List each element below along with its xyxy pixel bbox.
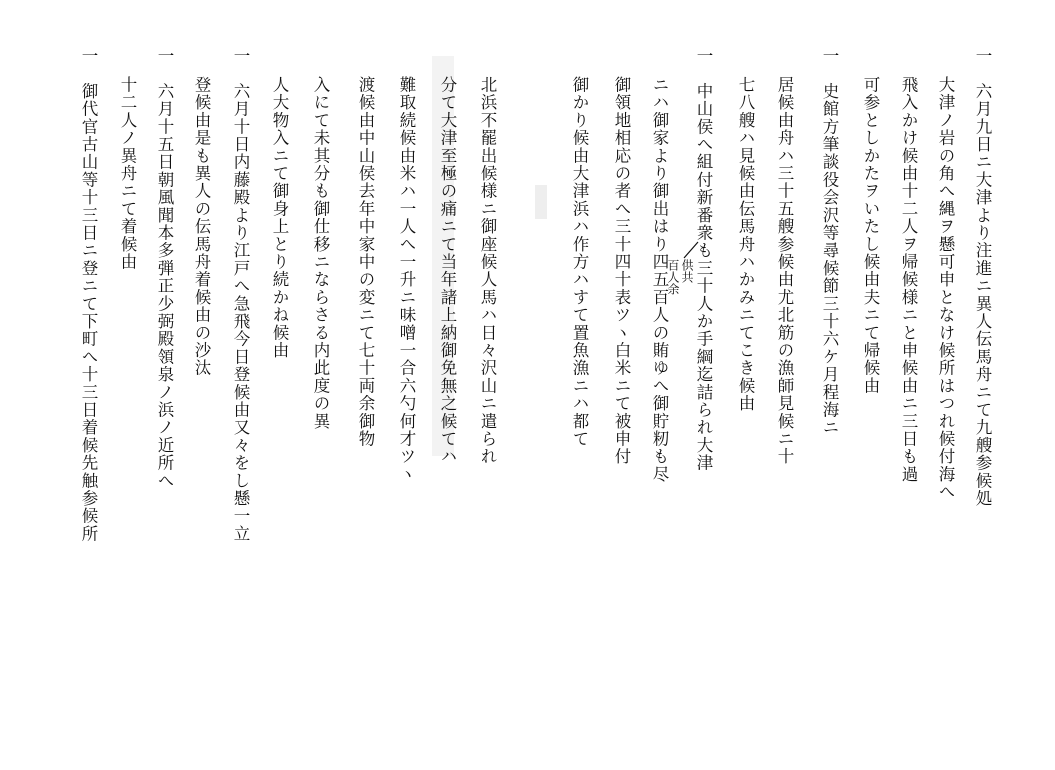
text-column: 北浜不罷出候様ニ御座候人馬ハ日々沢山ニ遣られ: [478, 76, 497, 466]
text-column: 人大物入ニて御身上とり続かね候由: [270, 76, 289, 360]
text-column: 七八艘ハ見候由伝馬舟ハかみニてこき候由: [736, 76, 755, 413]
text-column: 飛入かけ候由十二人ヲ帰候様ニと申候由ニ三日も過: [899, 76, 918, 484]
interlinear-note: 百人余: [666, 259, 680, 295]
text-column: 大津ノ岩の角へ縄ヲ懸可申となけ候所はつれ候付海へ: [936, 76, 955, 501]
text-column: 一 六月十五日朝風聞本多弾正少弼殿領泉ノ浜ノ近所へ: [155, 47, 174, 490]
text-column: 居候由舟ハ三十五艘参候由尤北筋の漁師見候ニ十: [775, 76, 794, 466]
text-column: 御かり候由大津浜ハ作方ハすて置魚漁ニハ都て: [570, 76, 589, 448]
text-column: ニハ御家より御出はり四五百人の賄ゆへ御貯籾も尽: [650, 76, 669, 484]
text-column: 一 中山侯へ組付新番衆も三十人か手綱迄詰られ大津: [694, 47, 713, 472]
text-column: 一 六月十日内藤殿より江戸へ急飛今日登候由又々をし懸一立: [231, 47, 250, 543]
scan-smudge: [535, 185, 547, 219]
text-column: 可参としかたヲいたし候由夫ニて帰候由: [861, 76, 880, 395]
insertion-mark: [682, 241, 700, 259]
text-column: 分て大津至極の痛ニて当年諸上納御免無之候てハ: [438, 76, 457, 466]
interlinear-note: 供共: [680, 259, 694, 283]
text-column: 御領地相応の者へ三十四十表ツヽ白米ニて被申付: [612, 76, 631, 466]
text-column: 入にて未其分も御仕移ニならさる内此度の異: [311, 76, 330, 430]
text-column: 難取続候由米ハ一人へ一升ニ味噌一合六勺何才ツヽ: [397, 76, 416, 484]
text-column: 一 六月九日ニ大津より注進ニ異人伝馬舟ニて九艘参候処: [973, 47, 992, 508]
text-column: 一 史館方筆談役会沢等尋候節三十六ケ月程海ニ: [820, 47, 839, 437]
text-column: 十二人ノ異舟ニて着候由: [118, 76, 137, 271]
text-column: 渡候由中山侯去年中家中の変ニて七十両余御物: [356, 76, 375, 448]
text-column: 登候由是も異人の伝馬舟着候由の沙汰: [192, 76, 211, 377]
text-column: 一 御代官古山等十三日ニ登ニて下町へ十三日着候先触参候所: [79, 47, 98, 543]
